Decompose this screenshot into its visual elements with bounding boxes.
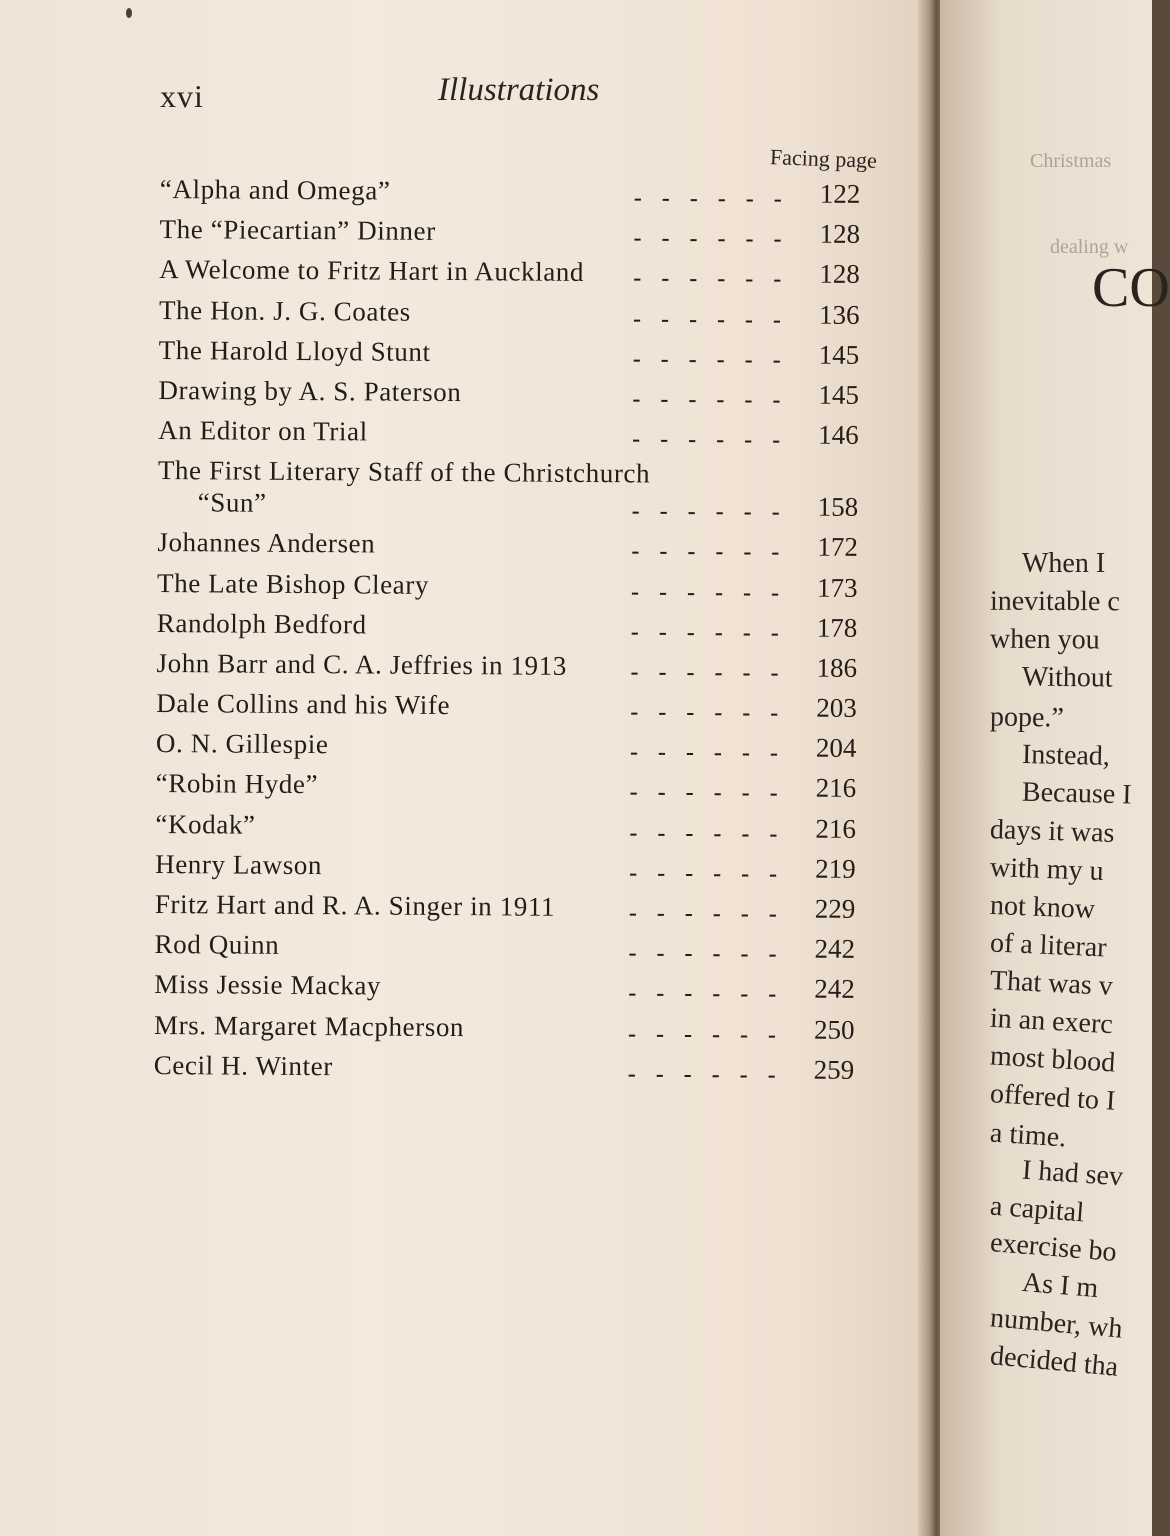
illustration-title: A Welcome to Fritz Hart in Auckland (159, 254, 585, 288)
leader-dots: ------ (631, 498, 800, 526)
body-text-line: number, wh (988, 1302, 1124, 1345)
illustration-title: Cecil H. Winter (153, 1049, 333, 1081)
leader-dots: ------ (632, 305, 802, 334)
body-text-line: decided tha (988, 1340, 1120, 1383)
body-text-line: That was v (989, 965, 1114, 1002)
leader-dots: ------ (628, 980, 797, 1008)
facing-page-number: 229 (814, 893, 856, 924)
illustration-title: Henry Lawson (155, 848, 323, 880)
ink-spot (126, 8, 132, 18)
illustration-entry (156, 724, 876, 769)
illustration-title: “Kodak” (155, 808, 256, 840)
illustration-title: The Harold Lloyd Stunt (158, 334, 431, 367)
illustration-entry (155, 885, 875, 930)
facing-page-number: 145 (818, 339, 860, 370)
facing-page-number: 145 (818, 379, 860, 410)
illustration-entry (159, 210, 879, 255)
facing-page-number: 146 (818, 419, 859, 451)
illustration-title: John Barr and C. A. Jeffries in 1913 (156, 647, 567, 681)
body-text-line: not know (989, 889, 1096, 926)
body-text-line: with my u (989, 852, 1105, 887)
leader-dots: ------ (633, 265, 802, 293)
illustration-title: Drawing by A. S. Paterson (158, 374, 462, 408)
leader-dots: ------ (630, 699, 799, 727)
facing-page-number: 178 (816, 612, 858, 643)
leader-dots: ------ (633, 225, 802, 253)
leader-dots: ------ (629, 739, 799, 767)
body-text-line: pope.” (989, 701, 1065, 734)
leader-dots: ------ (627, 1020, 797, 1049)
facing-page-number: 203 (816, 692, 857, 723)
illustration-title: Randolph Bedford (156, 607, 367, 640)
illustration-entry (160, 170, 880, 215)
leader-dots: ------ (629, 779, 798, 807)
illustration-entry (156, 644, 876, 689)
body-text-line: in an exerc (989, 1002, 1114, 1041)
leader-dots: ------ (630, 618, 799, 647)
facing-page-number: 242 (814, 973, 855, 1005)
page-number: xvi (160, 78, 204, 114)
illustration-title: “Alpha and Omega” (159, 173, 391, 206)
facing-page-number: 128 (819, 218, 861, 250)
body-text-line: When I (1022, 548, 1106, 579)
body-text-line: a capital (989, 1190, 1086, 1229)
body-text-line: a time. (989, 1117, 1068, 1154)
leader-dots: ------ (632, 386, 801, 414)
body-text-line: inevitable c (989, 585, 1120, 618)
leader-dots: ------ (632, 346, 801, 374)
illustration-title: “Robin Hyde” (155, 768, 319, 800)
illustration-title: Johannes Andersen (157, 527, 376, 559)
body-text-line: Instead, (1021, 739, 1111, 772)
facing-page-number: 204 (815, 732, 857, 764)
running-head: Illustrations (438, 72, 600, 108)
illustration-entry (158, 451, 878, 528)
illustration-title: The “Piecartian” Dinner (159, 214, 436, 247)
illustration-title: Mrs. Margaret Macpherson (153, 1009, 465, 1042)
facing-page-number: 122 (819, 178, 861, 209)
illustration-entry (157, 523, 877, 568)
illustration-entry (159, 250, 879, 295)
body-text-line: when you (989, 623, 1100, 656)
body-text-line: Without (1021, 661, 1113, 694)
illustration-title: Rod Quinn (154, 929, 280, 961)
body-text-line: As I m (1020, 1266, 1100, 1305)
right-page (940, 0, 1170, 1536)
illustrations-list (154, 170, 880, 1091)
illustration-entry (154, 925, 874, 970)
leader-dots: ------ (631, 578, 800, 606)
illustration-title: Fritz Hart and R. A. Singer in 1911 (154, 888, 556, 922)
illustration-title-continued: “Sun” (197, 487, 267, 519)
facing-page-number: 128 (819, 258, 860, 290)
leader-dots: ------ (632, 426, 801, 454)
facing-page-number: 172 (817, 531, 858, 563)
illustration-title: The Hon. J. G. Coates (158, 294, 411, 327)
facing-page-number: 250 (813, 1014, 855, 1045)
chapter-heading-fragment: CO (1092, 257, 1170, 319)
illustration-entry (158, 371, 878, 416)
body-text-line: of a literar (989, 927, 1108, 964)
illustration-entry (157, 563, 877, 608)
body-text-line: offered to I (989, 1078, 1117, 1117)
facing-page-number: 219 (815, 853, 856, 884)
illustration-entry (154, 1046, 874, 1091)
illustration-entry (155, 845, 875, 890)
leader-dots: ------ (629, 819, 798, 848)
illustration-entry (155, 805, 875, 850)
illustration-entry (159, 331, 879, 376)
leader-dots: ------ (627, 1061, 796, 1089)
leader-dots: ------ (629, 860, 798, 888)
illustration-title: Miss Jessie Mackay (154, 969, 382, 1001)
facing-page-number: 259 (813, 1054, 855, 1085)
leader-dots: ------ (628, 900, 797, 928)
facing-page-number: 158 (817, 491, 859, 523)
illustration-title: Dale Collins and his Wife (156, 688, 451, 721)
illustration-title: An Editor on Trial (158, 415, 368, 447)
illustration-entry (156, 684, 876, 729)
leader-dots: ------ (631, 538, 800, 566)
facing-page-number: 242 (814, 933, 856, 965)
illustration-entry (158, 411, 878, 456)
facing-page-number: 216 (815, 773, 857, 804)
illustration-title: The Late Bishop Cleary (157, 567, 430, 600)
body-text-line: exercise bo (989, 1227, 1118, 1268)
leader-dots: ------ (630, 659, 799, 687)
illustration-title: The First Literary Staff of the Christchurch (157, 455, 651, 489)
body-text-line: days it was (989, 814, 1115, 849)
body-text-line: Because I (1021, 776, 1133, 811)
leader-dots: ------ (633, 185, 802, 213)
illustration-entry (159, 291, 879, 336)
faint-text: Christmas (1030, 150, 1112, 172)
faint-text: dealing w (1050, 236, 1129, 258)
facing-page-number: 173 (816, 572, 858, 603)
facing-page-label: Facing page (769, 144, 878, 173)
illustration-entry (154, 965, 874, 1010)
body-text-line: I had sev (1021, 1154, 1125, 1193)
facing-page-number: 216 (815, 813, 857, 844)
illustration-entry (157, 604, 877, 649)
body-text-line: most blood (989, 1040, 1117, 1079)
illustration-title: O. N. Gillespie (155, 728, 329, 760)
leader-dots: ------ (628, 940, 797, 968)
illustration-entry (154, 1006, 874, 1051)
facing-page-number: 186 (816, 652, 858, 683)
facing-page-number: 136 (818, 299, 860, 330)
illustration-entry (156, 764, 876, 809)
